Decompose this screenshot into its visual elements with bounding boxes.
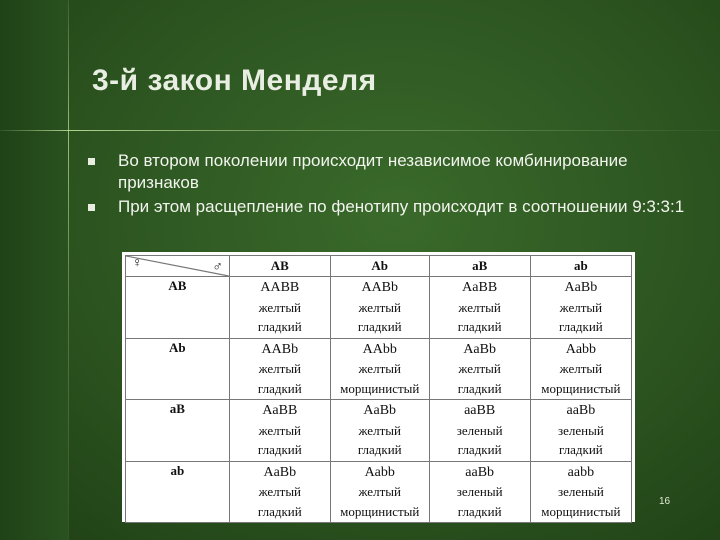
genotype: AaBB <box>462 280 498 295</box>
table-row <box>126 461 632 523</box>
color-trait: желтый <box>358 361 401 376</box>
table-row <box>126 400 632 462</box>
color-trait: желтый <box>258 299 302 315</box>
row-header: Ab <box>126 338 230 400</box>
male-symbol-icon: ♂ <box>212 260 223 275</box>
genotype: AaBb <box>463 341 496 357</box>
bullet-text: При этом расщепление по фенотипу происходит в соотношении 9:3:3:1 <box>118 197 685 216</box>
color-trait: зеленый <box>557 484 604 499</box>
table-corner-cell <box>126 256 230 277</box>
row-header: ab <box>126 461 230 523</box>
decor-horizontal-line <box>0 130 720 131</box>
table-cell <box>330 461 429 523</box>
shape-trait: гладкий <box>357 442 402 457</box>
genotype: AaBb <box>564 280 598 295</box>
color-trait: желтый <box>358 299 401 315</box>
color-trait: желтый <box>358 422 401 438</box>
genotype: aaBB <box>464 403 496 418</box>
punnett-table-image <box>122 252 635 522</box>
color-trait: желтый <box>559 361 603 376</box>
color-trait: желтый <box>559 299 603 315</box>
color-trait: желтый <box>258 422 302 438</box>
table-header-row <box>126 256 632 277</box>
shape-trait: гладкий <box>257 319 302 334</box>
decor-vertical-line <box>68 0 69 540</box>
genotype: AaBb <box>263 464 297 480</box>
shape-trait: морщинистый <box>541 380 621 396</box>
table-row <box>126 277 632 339</box>
shape-trait: гладкий <box>257 442 302 457</box>
bullet-item <box>88 196 688 218</box>
shape-trait: морщинистый <box>340 503 420 519</box>
table-cell <box>229 400 330 462</box>
genotype: AaBB <box>262 403 298 418</box>
shape-trait: гладкий <box>457 503 502 519</box>
shape-trait: морщинистый <box>541 503 621 519</box>
shape-trait: гладкий <box>457 380 502 396</box>
table-cell <box>429 400 530 462</box>
bullet-text: Во втором поколении происходит независимое комбинирование признаков <box>118 151 628 192</box>
square-bullet-icon <box>88 204 95 211</box>
genotype: aabb <box>567 464 595 480</box>
square-bullet-icon <box>88 158 95 165</box>
table-cell <box>530 400 631 462</box>
genotype: AAbb <box>362 341 397 357</box>
table-cell <box>330 338 429 400</box>
table-row <box>126 338 632 400</box>
shape-trait: гладкий <box>457 442 502 457</box>
bullet-item <box>88 150 688 194</box>
row-header: AB <box>126 277 230 339</box>
genotype: aaBb <box>566 403 596 418</box>
color-trait: зеленый <box>557 422 604 438</box>
column-header: ab <box>530 256 631 277</box>
table-cell <box>229 338 330 400</box>
color-trait: зеленый <box>456 484 503 499</box>
shape-trait: гладкий <box>257 380 302 396</box>
genotype: Aabb <box>364 464 395 480</box>
genotype: aaBb <box>465 464 495 480</box>
color-trait: желтый <box>258 361 302 376</box>
table-cell <box>330 277 429 339</box>
table-cell <box>429 461 530 523</box>
color-trait: желтый <box>358 484 401 499</box>
genotype: Aabb <box>565 341 597 357</box>
shape-trait: гладкий <box>558 319 603 334</box>
column-header: aB <box>429 256 530 277</box>
genotype: AABb <box>261 341 299 357</box>
left-decor-band <box>0 0 68 540</box>
slide-title: 3-й закон Менделя <box>92 64 377 97</box>
column-header: AB <box>229 256 330 277</box>
table-cell <box>229 277 330 339</box>
color-trait: желтый <box>258 484 302 499</box>
shape-trait: гладкий <box>457 319 502 334</box>
bullet-list <box>88 150 688 220</box>
table-cell <box>530 461 631 523</box>
page-number: 16 <box>659 496 671 507</box>
column-header: Ab <box>330 256 429 277</box>
table-cell <box>429 338 530 400</box>
punnett-table <box>125 255 632 523</box>
table-cell <box>330 400 429 462</box>
genotype: AABb <box>361 280 399 295</box>
shape-trait: гладкий <box>257 503 302 519</box>
table-cell <box>429 277 530 339</box>
color-trait: желтый <box>458 299 501 315</box>
shape-trait: гладкий <box>558 442 603 457</box>
table-cell <box>530 338 631 400</box>
color-trait: желтый <box>458 361 501 376</box>
genotype: AaBb <box>363 403 397 418</box>
color-trait: зеленый <box>456 422 503 438</box>
genotype: AABB <box>260 280 300 295</box>
shape-trait: морщинистый <box>340 380 420 396</box>
row-header: aB <box>126 400 230 462</box>
table-cell <box>530 277 631 339</box>
table-cell <box>229 461 330 523</box>
female-symbol-icon: ♀ <box>132 256 143 271</box>
shape-trait: гладкий <box>357 319 402 334</box>
